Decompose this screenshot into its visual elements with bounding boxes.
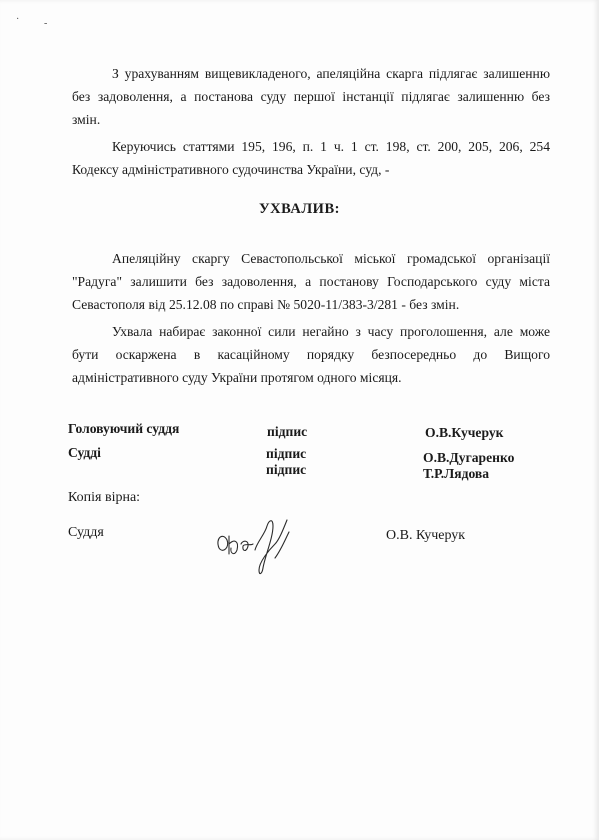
copy-judge-name: О.В. Кучерук	[386, 528, 466, 543]
paragraph-legal-basis	[72, 135, 550, 181]
judge1-name: О.В.Дугаренко	[423, 450, 515, 465]
resolution-heading: УХВАЛИВ:	[259, 201, 340, 217]
presiding-judge-name: О.В.Кучерук	[425, 425, 504, 440]
presiding-signature-mark: підпис	[267, 424, 308, 439]
judge2-name: Т.Р.Лядова	[423, 466, 490, 481]
scan-mark: ·	[16, 14, 20, 25]
paragraph-resolution	[72, 247, 550, 316]
paragraph-line: Севастополя від 25.12.08 по справі № 5020-11/383-3/281 - без змін.	[72, 297, 460, 312]
paragraph-line: змін.	[72, 112, 101, 127]
paragraph-conclusion	[72, 62, 550, 131]
handwritten-signature-icon	[213, 510, 303, 580]
paragraph-line: Кодексу адміністративного судочинства України, суд, -	[72, 162, 390, 177]
judge2-signature-mark: підпис	[266, 462, 307, 477]
judges-label: Судді	[68, 445, 101, 460]
paragraph-line: "Радуга" залишити без задоволення, а постанову Господарського суду міста	[72, 274, 550, 289]
paragraph-line: Апеляційну скаргу Севастопольської міської громадської організації	[112, 251, 550, 266]
copy-true-label: Копія вірна:	[68, 490, 141, 505]
paragraph-line: Ухвала набирає законної сили негайно з часу проголошення, але може	[112, 324, 550, 339]
scan-mark: -	[44, 18, 48, 29]
paragraph-effect	[72, 320, 550, 389]
judge1-signature-mark: підпис	[266, 446, 307, 461]
presiding-judge-label: Головуючий суддя	[68, 421, 180, 436]
paragraph-line: без задоволення, а постанова суду першої інстанції підлягає залишенню без	[72, 89, 550, 104]
paragraph-line: Керуючись статтями 195, 196, п. 1 ч. 1 ст. 198, ст. 200, 205, 206, 254	[112, 139, 550, 154]
copy-judge-label: Суддя	[68, 525, 104, 540]
paragraph-line: адміністративного суду України протягом одного місяця.	[72, 370, 402, 385]
paragraph-line: З урахуванням вищевикладеного, апеляційна скарга підлягає залишенню	[112, 66, 550, 81]
paragraph-line: бути оскаржена в касаційному порядку безпосередньо до Вищого	[72, 347, 550, 362]
